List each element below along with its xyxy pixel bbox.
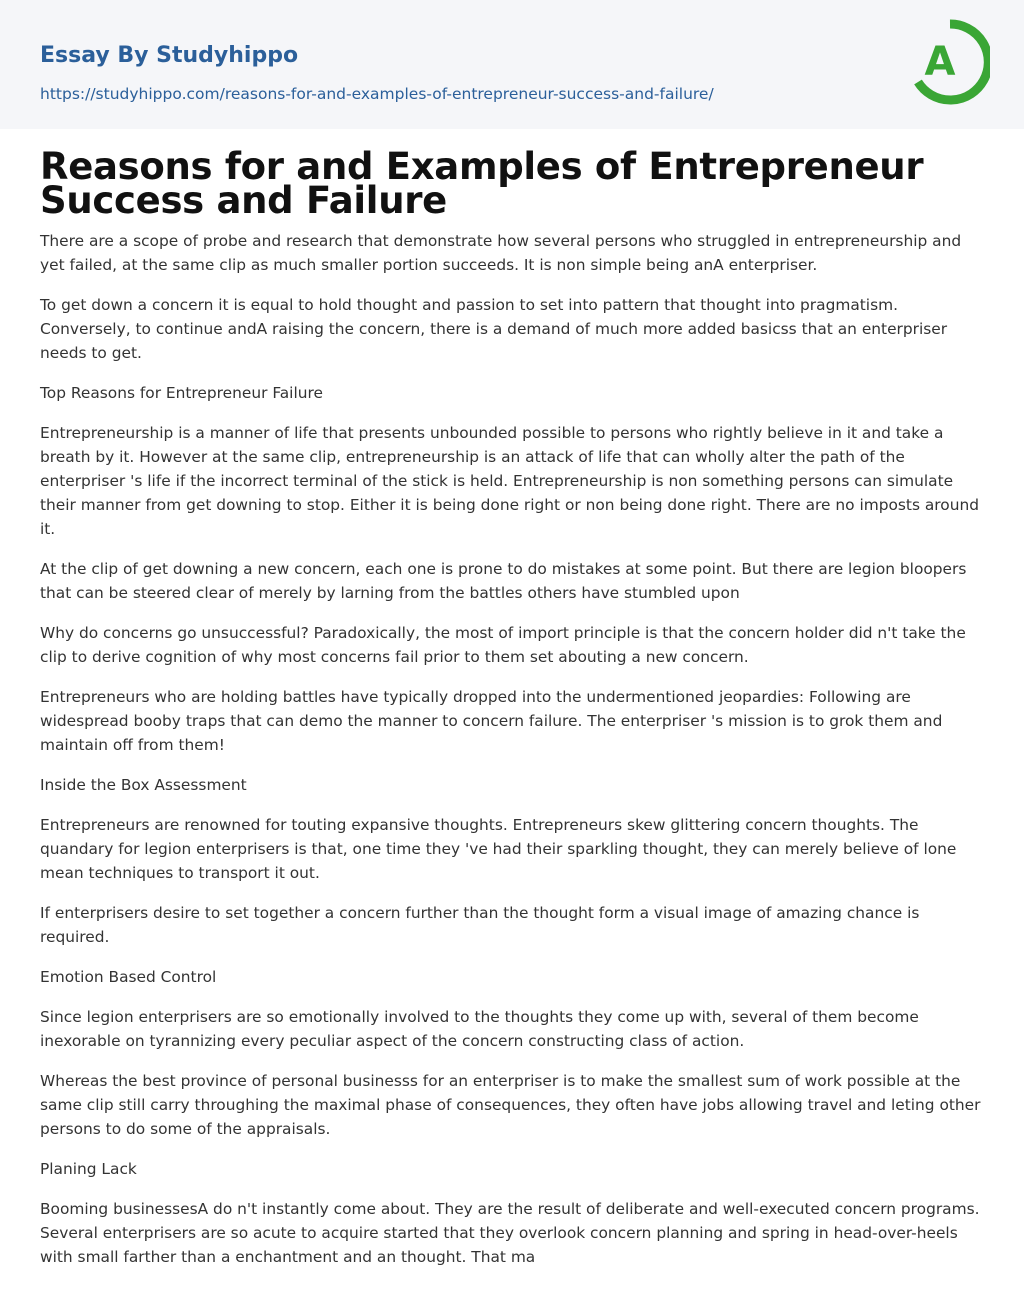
paragraph: Why do concerns go unsuccessful? Paradoxically, the most of import principle is that the concern holder did n't take the clip to derive cognition of why most concerns fail prior to them set abouting a new concern. xyxy=(40,624,966,666)
paragraph: Entrepreneurs who are holding battles have typically dropped into the undermentioned jeopardies: Following are widespread booby traps that can demo the manner to concern failure. The enterpriser 's mission is to grok them and maintain off from them! xyxy=(40,688,943,754)
page-url-link[interactable]: https://studyhippo.com/reasons-for-and-examples-of-entrepreneur-success-and-failure/ xyxy=(40,85,714,103)
paragraph: There are a scope of probe and research that demonstrate how several persons who struggled in entrepreneurship and yet failed, at the same clip as much smaller portion succeeds. It is non simple being anA enterpriser. xyxy=(40,232,962,274)
section-heading: Planing Lack xyxy=(40,1160,137,1178)
paragraph: At the clip of get downing a new concern, each one is prone to do mistakes at some point. But there are legion bloopers that can be steered clear of merely by larning from the battles others have stumbled upon xyxy=(40,560,967,602)
paragraph: Booming businessesA do n't instantly come about. They are the result of deliberate and well-executed concern programs. Several enterprisers are so acute to acquire started that they overlook concern planning and spring in head-over-heels with small farther than a enchantment and an thought. That ma xyxy=(40,1200,980,1266)
site-brand[interactable]: Essay By Studyhippo xyxy=(40,43,299,68)
section-heading: Top Reasons for Entrepreneur Failure xyxy=(40,384,323,402)
article-body xyxy=(40,229,984,1285)
section-heading: Inside the Box Assessment xyxy=(40,776,247,794)
paragraph: If enterprisers desire to set together a concern further than the thought form a visual image of amazing chance is required. xyxy=(40,904,920,946)
paragraph: Whereas the best province of personal businesss for an enterpriser is to make the smallest sum of work possible at the same clip still carry throughing the maximal phase of consequences, they often have jobs allowing travel and leting other persons to do some of the appraisals. xyxy=(40,1072,981,1138)
paragraph: Since legion enterprisers are so emotionally involved to the thoughts they come up with, several of them become inexorable on tyrannizing every peculiar aspect of the concern constructing class of action. xyxy=(40,1008,919,1050)
paragraph: Entrepreneurship is a manner of life that presents unbounded possible to persons who rightly believe in it and take a breath by it. However at the same clip, entrepreneurship is an attack of life that can wholly alter the path of the enterpriser 's life if the incorrect terminal of the stick is held. Entrepreneurship is non something persons can simulate their manner from get downing to stop. Either it is being done right or non being done right. There are no imposts around it. xyxy=(40,424,979,538)
article-title: Reasons for and Examples of Entrepreneur Success and Failure xyxy=(40,145,924,222)
paragraph: To get down a concern it is equal to hold thought and passion to set into pattern that thought into pragmatism. Conversely, to continue andA raising the concern, there is a demand of much more added basicss that an enterpriser needs to get. xyxy=(40,296,948,362)
section-heading: Emotion Based Control xyxy=(40,968,217,986)
logo-letter: A xyxy=(924,39,956,85)
paragraph: Entrepreneurs are renowned for touting expansive thoughts. Entrepreneurs skew glittering concern thoughts. The quandary for legion enterprisers is that, one time they 've had their sparkling thought, they can merely believe of lone mean techniques to transport it out. xyxy=(40,816,957,882)
